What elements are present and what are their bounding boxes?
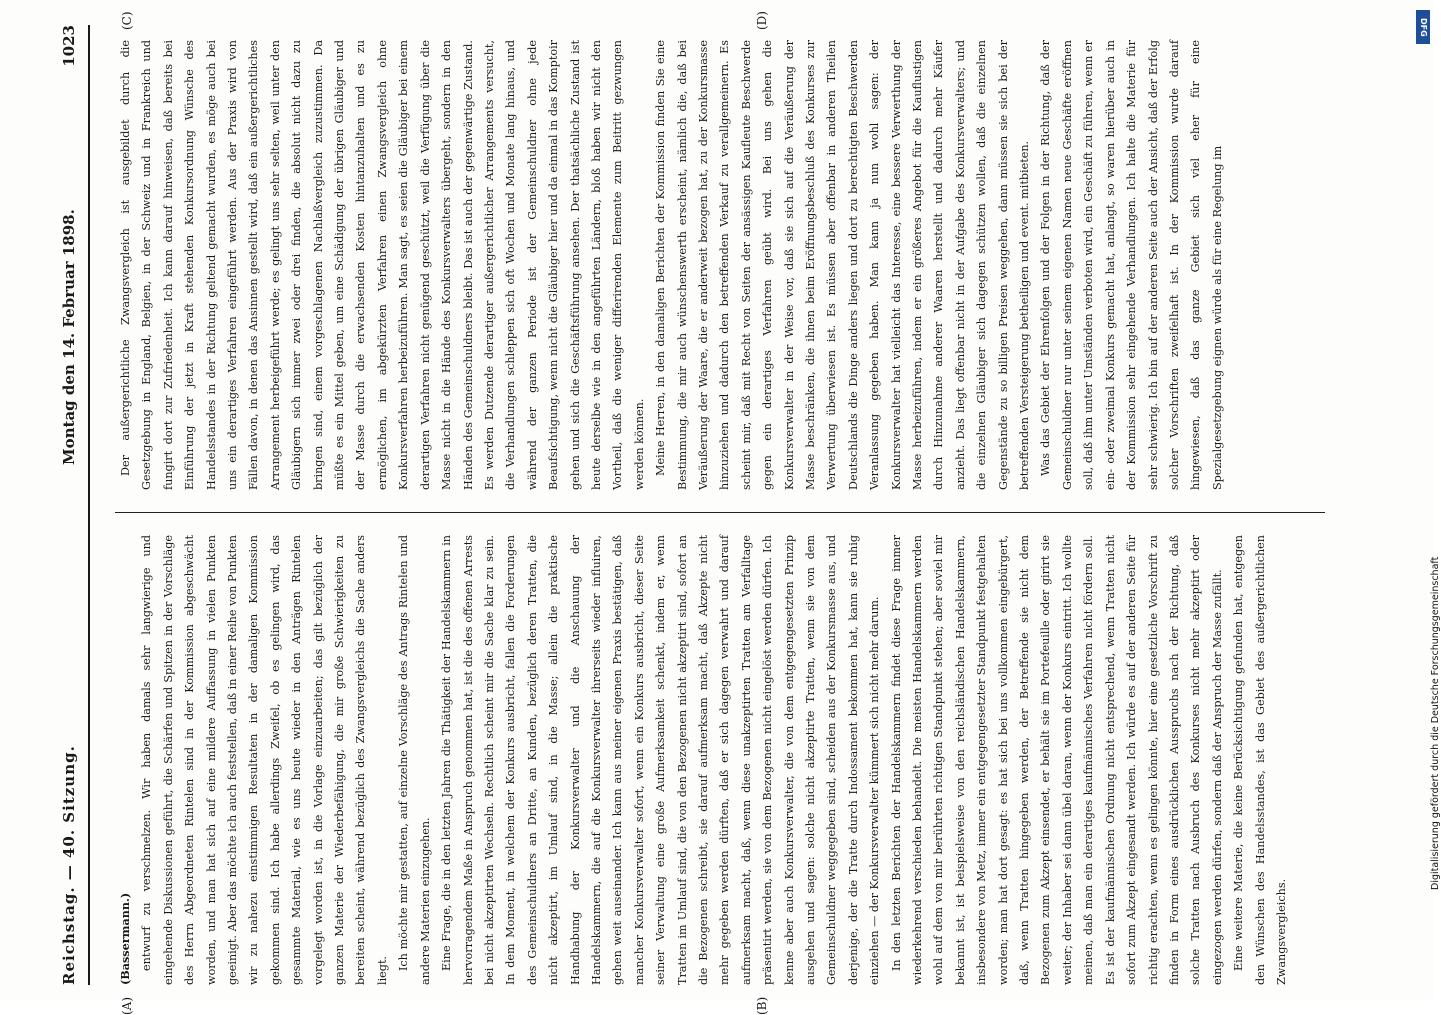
- left-column: [115, 535, 1325, 985]
- margin-letter-c: (C): [120, 11, 134, 30]
- running-header: [60, 25, 100, 985]
- side-credit: [1412, 10, 1441, 990]
- side-credit-text: Digitalisierung gefördert durch die Deutsche Forschungsgemeinschaft: [1430, 556, 1441, 890]
- left-paragraph: Eine weitere Materie, die keine Berücksichtigung gefunden hat, entgegen den Wünschen des Handelsstandes, ist das Gebiet des außergerichtlichen Zwangsvergleichs.: [1232, 535, 1288, 985]
- left-paragraph: In den letzten Berichten der Handelskammern findet diese Frage immer wiederkehrend verschieden behandelt. Die meisten Handelskammern werden wohl auf dem von mir berührten richtigen Standpunkt stehen; aber soviel mir bekannt ist, ist beispielsweise von den reichsländischen Handelskammern, insbesondere von Metz, immer ein entgegengesetzter Standpunkt festgehalten worden; man hat dort gesagt: es hat sich bei uns vollkommen eingebürgert, daß, wenn Tratten hingegeben werden, der Betreffende sie nicht dem Bezogenen zum Akzept einsendet, er behält sie im Portefeuille oder girirt sie weiter; der Inhaber sei dann übel daran, wenn der Konkurs eintritt. Ich wollte meinen, daß man ein derartiges kaufmännisches Verfahren nicht fördern soll. Es ist der kaufmännischen Ordnung nicht entsprechend, wenn Tratten nicht sofort zum Akzept eingesandt werden. Ich würde es auf der anderen Seite für richtig erachten, wenn es gelingen könnte, hier eine gesetzliche Vorschrift zu finden in Form eines ausdrücklichen Ausspruchs nach der Richtung, daß solche Tratten nach Ausbruch des Konkurses nicht mehr akzeptirt oder eingezogen werden dürfen, sondern daß der Anspruch der Masse zufällt.: [889, 535, 1224, 985]
- header-center: Montag den 14. Februar 1898.: [60, 209, 78, 465]
- margin-letter-a: (A): [120, 996, 134, 1015]
- page-number: 1023: [60, 25, 78, 67]
- right-paragraph: Was das Gebiet der Ehrenfolgen und der Folgen in der Richtung, daß der Gemeinschuldner nur unter seinem eigenen Namen neue Geschäfte eröffnen soll, daß ihm unter Umständen verboten wird, ein Geschäft zu führen, wenn er ein- oder zweimal Konkurs gemacht hat, anlangt, so waren hierüber auch in der Kommission sehr eingehende Verhandlungen. Ich halte die Materie für sehr schwierig. Ich bin auf der anderen Seite auch der Ansicht, daß der Erfolg solcher Vorschriften zweifelhaft ist. In der Kommission wurde darauf hingewiesen, daß das ganze Gebiet sich viel eher für eine Spezialgesetzgebung eignen würde als für eine Regelung im: [1039, 40, 1224, 490]
- rotated-page-content: [40, 11, 1340, 1015]
- speaker-name: (Bassermann.): [118, 892, 132, 985]
- header-rule: [88, 25, 90, 985]
- left-paragraph: Ich möchte mir gestatten, auf einzelne Vorschläge des Antrags Rintelen und andere Materien einzugehen.: [397, 535, 432, 985]
- header-left: Reichstag. — 40. Sitzung.: [60, 745, 78, 985]
- right-paragraph: Der außergerichtliche Zwangsvergleich ist ausgebildet durch die Gesetzgebung in England, Belgien, in der Schweiz und in Frankreich und fungirt dort zur Zufriedenheit. Ich kann darauf hinweisen, daß bereits bei Einführung der jetzt in Kraft stehenden Konkursordnung Wünsche des Handelsstandes in der Richtung geltend gemacht wurden, es möge auch bei uns ein derartiges Verfahren eingeführt werden. Aus der Praxis wird von Fällen davon, in denen das Ansinnen gestellt wird, daß ein außergerichtliches Arrangement herbeigeführt werde; es gelingt uns sehr selten, weil unter den Gläubigern sich immer zwei oder drei finden, die absolut nicht dazu zu bringen sind, einem vorgeschlagenen Nachlaßvergleich zuzustimmen. Da müßte es ein Mittel geben, um eine Schädigung der übrigen Gläubiger und der Masse durch die erwachsenden Kosten hintanzuhalten und es zu ermöglichen, im abgekürzten Verfahren einen Zwangsvergleich ohne Konkursverfahren herbeizuführen. Man sagt, es seien die Gläubiger bei einem derartigen Verfahren nicht genügend geschützt, weil die Verfügung über die Masse nicht in die Hände des Konkursverwalters übergeht, sondern in den Händen des Gemeinschuldners bleibt. Das ist auch der gegenwärtige Zustand. Es werden Dutzende derartiger außergerichtlicher Arrangements versucht, die Verhandlungen schleppen sich oft Wochen und Monate lang hinaus, und während der ganzen Periode ist der Gemeinschuldner ohne jede Beaufsichtigung, wenn nicht die Gläubiger hier und da einmal in das Komptoir gehen und sich die Geschäftsführung ansehen. Der thatsächliche Zustand ist heute derselbe wie in den angeführten Ländern, bloß haben wir nicht den Vortheil, daß die weniger differirenden Elemente zum Beitritt gezwungen werden können.: [119, 40, 646, 490]
- right-paragraph: Meine Herren, in den damaligen Berichten der Kommission finden Sie eine Bestimmung, die mir auch wünschenswerth erscheint, nämlich die, daß bei Veräußerung der Waare, die er anderweit bezogen hat, zu der Konkursmasse hinzuziehen und dadurch den betreffenden Verkauf zu verallgemeinern. Es scheint mir, daß mit Recht von Seiten der ansässigen Kaufleute Beschwerde gegen ein derartiges Verfahren geübt wird. Bei uns gehen die Konkursverwalter in der Weise vor, daß sie sich auf die Veräußerung der Masse beschränken, die ihnen beim Eröffnungsbeschluß des Konkurses zur Verwertung überwiesen ist. Es müssen aber offenbar in anderen Theilen Deutschlands die Dinge anders liegen und dort zu berechtigten Beschwerden Veranlassung gegeben haben. Man kann ja nun wohl sagen: der Konkursverwalter hat vielleicht das Interesse, eine bessere Verwerthung der Masse herbeizuführen, indem er ein größeres Angebot für die Kauflustigen durch Hinzunahme anderer Waaren herstellt und dadurch mehr Käufer anzieht. Das liegt offenbar nicht in der Aufgabe des Konkursverwalters; und die einzelnen Gläubiger sich dagegen schützen wollen, daß die einzelnen Gegenstände zu so billigen Preisen weggehen, dann müssen sie sich bei der betreffenden Versteigerung betheiligen und event. mitbieten.: [654, 40, 1032, 490]
- left-paragraph: entwurf zu verschmelzen. Wir haben damals sehr langwierige und eingehende Diskussionen geführt, die Schärfen und Spitzen in der Vorschläge des Herrn Abgeordneten Rintelen sind in der Kommission abgeschwächt worden, und man hat sich auf eine mildere Auffassung in vielen Punkten geeinigt. Aber das möchte ich auch feststellen, daß in einer Reihe von Punkten wir zu nahezu einstimmigen Resultaten in der damaligen Kommission gekommen sind. Ich habe allerdings Zweifel, ob es gelingen wird, das gesammte Material, wie es uns heute wieder in den Anträgen Rintelen vorgelegt worden ist, in die Vorlage einzuarbeiten; das gilt bezüglich der ganzen Materie der Wiederbefähigung, die mir große Schwierigkeiten zu bereiten scheint, während bezüglich des Zwangsvergleichs die Sache anders liegt.: [140, 535, 389, 985]
- right-column: [115, 40, 1325, 490]
- left-paragraph: Eine Frage, die in den letzten Jahren die Thätigkeit der Handelskammern in hervorragendem Maße in Anspruch genommen hat, ist die des offenen Arrests bei nicht akzeptirten Wechseln. Rechtlich scheint mir die Sache klar zu sein. In dem Moment, in welchem der Konkurs ausbricht, fallen die Forderungen des Gemeinschuldners an Dritte, an Kunden, bezüglich deren Tratten, die nicht akzeptirt, im Umlauf sind, in die Masse; allein die praktische Handhabung der Konkursverwalter und die Anschauung der Handelskammern, die auf die Konkursverwalter ihrerseits wieder influiren, gehen weit auseinander. Ich kann aus meiner eigenen Praxis bestätigen, daß mancher Konkursverwalter sofort, wenn ein Konkurs ausbricht, dieser Seite seiner Verwaltung eine große Aufmerksamkeit schenkt, indem er, wenn Tratten im Umlauf sind, die von den Bezogenen nicht akzeptirt sind, sofort an die Bezogenen schreibt, sie darauf aufmerksam macht, daß Akzepte nicht mehr gegeben werden dürften, daß er sich dagegen verwahrt und darauf aufmerksam macht, daß, wenn diese unakzeptirten Tratten am Verfalltage präsentirt werden, sie von dem Bezogenen nicht eingelöst werden dürfen. Ich kenne aber auch Konkursverwalter, die von dem entgegengesetzten Prinzip ausgehen und sagen: solche nicht akzeptirte Tratten, wenn sie von dem Gemeinschuldner weggegeben sind, scheiden aus der Konkursmasse aus, und derjenige, der die Tratte durch Indossament bekommen hat, kann sie ruhig einziehen — der Konkursverwalter kümmert sich nicht mehr darum.: [440, 535, 882, 985]
- margin-letter-d: (D): [755, 11, 769, 30]
- column-divider: [115, 512, 1325, 513]
- dfg-logo: DFG: [1416, 10, 1430, 44]
- margin-letter-b: (B): [755, 996, 769, 1015]
